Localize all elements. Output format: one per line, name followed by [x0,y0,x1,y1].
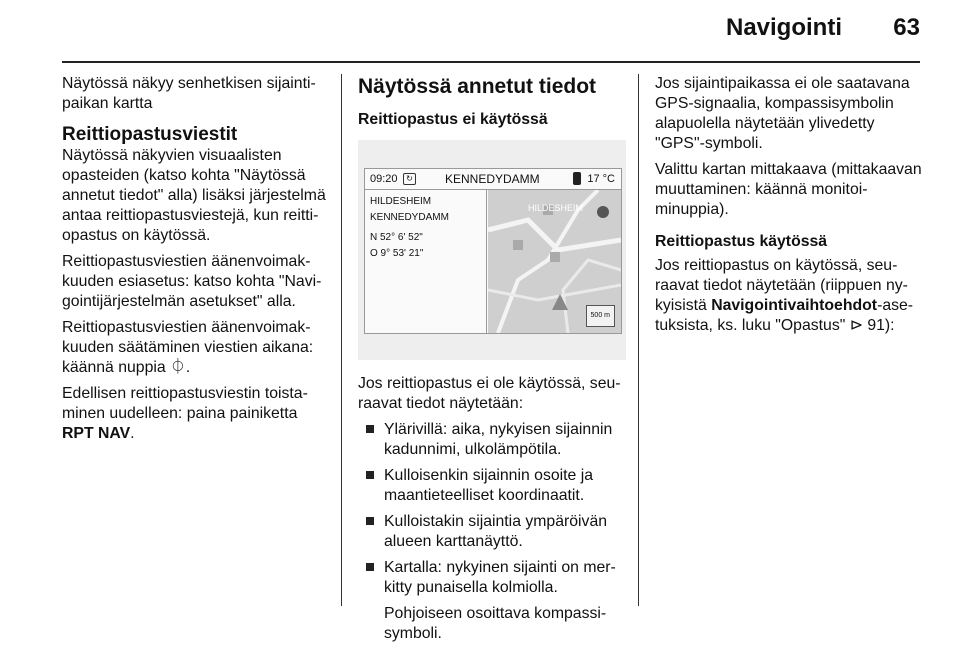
section-heading-display-info: Näytössä annetut tiedot [358,75,597,98]
paragraph: Reittiopastusviestien äänenvoimakkuuden esiasetus: katso kohta "Navigointijärjestelmän asetukset" alla. [62,253,322,310]
paragraph-end: -asetuksista, ks. luku "Opastus" ⊳ 91): [655,297,914,334]
intro-paragraph: Näytössä näkyy senhetkisen sijaintipaikan kartta [62,75,316,112]
navigation-screen [364,168,622,334]
button-name-rpt-nav: RPT NAV [62,425,131,442]
page-number: 63 [893,14,920,41]
paragraph-guidance-active [655,256,923,336]
page-header-title: Navigointi [725,14,842,41]
map-view [488,190,621,333]
list-item-text: Ylärivillä: aika, nykyisen sijainnin kadunnimi, ulkolämpötila. [384,421,613,458]
column-left [62,74,330,450]
location-info-panel [365,190,487,333]
clock: 09:20 [370,173,398,185]
info-bullet-list [358,420,626,598]
column-divider [341,74,342,606]
column-middle [358,74,626,650]
paragraph: Jos reittiopastus ei ole käytössä, seuraavat tiedot näytetään: [358,375,621,412]
paragraph: Valittu kartan mittakaava (mittakaavan muuttaminen: käännä monitoiminuppia). [655,161,922,218]
route-icon: ↻ [403,173,416,185]
street-name: KENNEDYDAMM [445,172,540,186]
list-item-text: Kulloisenkin sijainnin osoite ja maantieteelliset koordinaatit. [384,467,593,504]
screen-top-bar [365,169,621,190]
list-item [358,466,626,506]
longitude: O 9° 53' 21" [370,248,424,259]
paragraph: Näytössä näkyvien visuaalisten opasteiden (katso kohta "Näytössä annetut tiedot" alla) lisäksi järjestelmä antaa reittiopastusviestejä, kun reittiopastus on käytössä. [62,147,326,244]
bullet-icon [366,563,374,571]
column-divider [638,74,639,606]
list-item-text: Kartalla: nykyinen sijainti on merkitty punaisella kolmiolla. [384,559,616,596]
thermometer-icon [573,172,581,185]
paragraph: Reittiopastusviestien äänenvoimakkuuden säätäminen viestien aikana: käännä nuppia ⏀. [62,319,314,376]
section-heading-guidance-messages: Reittiopastusviestit [62,124,238,145]
header-divider [62,61,920,63]
paragraph: Jos sijaintipaikassa ei ole saatavana GPS-signaalia, kompassisymbolin alapuolella näytetään ylivedetty "GPS"-symboli. [655,75,910,152]
menu-name-navigation-options: Navigointivaihtoehdot [711,297,878,314]
outside-temperature: 17 °C [587,173,615,185]
street-line: KENNEDYDAMM [370,212,449,223]
city-name: HILDESHEIM [370,196,432,207]
subheading-guidance-inactive: Reittiopastus ei käytössä [358,111,548,128]
paragraph-text: Edellisen reittiopastusviestin toistaminen uudelleen: paina painiketta [62,385,308,422]
map-scale: 500 m [586,305,615,327]
navigation-screen-figure [358,140,626,360]
bullet-icon [366,425,374,433]
list-item [358,512,626,552]
list-item-continuation: Pohjoiseen osoittava kompassisymboli. [384,605,607,642]
paragraph-repeat-message [62,384,330,444]
map-town-label: HILDESHEIM [528,203,584,213]
subheading-guidance-active: Reittiopastus käytössä [655,233,828,250]
column-right [655,74,923,342]
list-item [358,558,626,598]
paragraph-text: Jos reittiopastus on käytössä, seuraavat tiedot näytetään (riippuen nykyisistä [655,257,908,314]
bullet-icon [366,517,374,525]
latitude: N 52° 6' 52" [370,232,423,243]
paragraph-end: . [130,425,135,442]
list-item [358,420,626,460]
list-item-text: Kulloistakin sijaintia ympäröivän alueen karttanäyttö. [384,513,608,550]
bullet-icon [366,471,374,479]
